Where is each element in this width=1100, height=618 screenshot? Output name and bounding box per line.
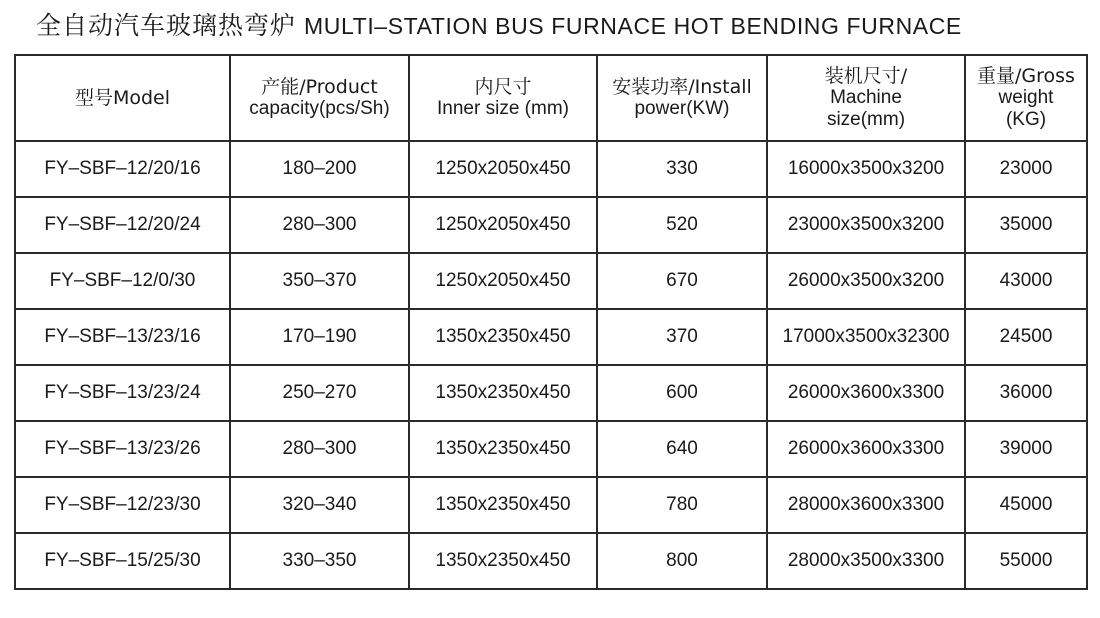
cell-model: FY–SBF–13/23/16 <box>15 309 230 365</box>
cell-machine-size: 26000x3600x3300 <box>767 365 965 421</box>
cell-model: FY–SBF–12/23/30 <box>15 477 230 533</box>
cell-inner-size: 1350x2350x450 <box>409 421 597 477</box>
cell-gross-weight: 23000 <box>965 141 1087 197</box>
cell-machine-size: 28000x3600x3300 <box>767 477 965 533</box>
cell-machine-size: 28000x3500x3300 <box>767 533 965 589</box>
cell-model: FY–SBF–13/23/26 <box>15 421 230 477</box>
header-line: 装机尺寸/ <box>824 65 908 87</box>
cell-model: FY–SBF–13/23/24 <box>15 365 230 421</box>
header-line: capacity(pcs/Sh) <box>249 98 390 119</box>
cell-machine-size: 17000x3500x32300 <box>767 309 965 365</box>
cell-capacity: 180–200 <box>230 141 409 197</box>
spec-table <box>14 54 1088 590</box>
cell-capacity: 250–270 <box>230 365 409 421</box>
header-line: 重量/Gross <box>977 65 1075 87</box>
table-row <box>15 477 1087 533</box>
cell-gross-weight: 43000 <box>965 253 1087 309</box>
header-line: size(mm) <box>826 109 906 130</box>
cell-capacity: 280–300 <box>230 421 409 477</box>
header-line: 安装功率/Install <box>612 76 752 98</box>
header-line: power(KW) <box>634 98 730 119</box>
header-install-power <box>597 55 767 141</box>
table-row <box>15 365 1087 421</box>
cell-capacity: 320–340 <box>230 477 409 533</box>
header-gross-weight <box>965 55 1087 141</box>
cell-capacity: 350–370 <box>230 253 409 309</box>
cell-inner-size: 1350x2350x450 <box>409 365 597 421</box>
table-row <box>15 533 1087 589</box>
cell-model: FY–SBF–12/20/16 <box>15 141 230 197</box>
cell-model: FY–SBF–15/25/30 <box>15 533 230 589</box>
cell-inner-size: 1350x2350x450 <box>409 533 597 589</box>
page-title <box>36 8 962 44</box>
table-row <box>15 421 1087 477</box>
cell-gross-weight: 36000 <box>965 365 1087 421</box>
table-row <box>15 141 1087 197</box>
header-row <box>15 55 1087 141</box>
header-capacity <box>230 55 409 141</box>
header-line: 内尺寸 <box>474 76 532 98</box>
cell-inner-size: 1250x2050x450 <box>409 253 597 309</box>
cell-install-power: 640 <box>597 421 767 477</box>
cell-gross-weight: 39000 <box>965 421 1087 477</box>
cell-install-power: 330 <box>597 141 767 197</box>
cell-capacity: 330–350 <box>230 533 409 589</box>
cell-gross-weight: 45000 <box>965 477 1087 533</box>
header-line: weight <box>998 87 1054 108</box>
table-row <box>15 197 1087 253</box>
table-row <box>15 253 1087 309</box>
cell-install-power: 670 <box>597 253 767 309</box>
cell-machine-size: 23000x3500x3200 <box>767 197 965 253</box>
cell-capacity: 280–300 <box>230 197 409 253</box>
cell-install-power: 370 <box>597 309 767 365</box>
header-machine-size <box>767 55 965 141</box>
cell-gross-weight: 35000 <box>965 197 1087 253</box>
header-line: Inner size (mm) <box>437 98 569 119</box>
cell-gross-weight: 55000 <box>965 533 1087 589</box>
cell-inner-size: 1350x2350x450 <box>409 309 597 365</box>
header-line: 产能/Product <box>261 76 378 98</box>
cell-install-power: 600 <box>597 365 767 421</box>
header-line: Machine <box>830 87 902 108</box>
header-inner-size <box>409 55 597 141</box>
cell-machine-size: 26000x3600x3300 <box>767 421 965 477</box>
table-row <box>15 309 1087 365</box>
cell-install-power: 780 <box>597 477 767 533</box>
title-english: MULTI–STATION BUS FURNACE HOT BENDING FURNACE <box>304 13 962 39</box>
cell-model: FY–SBF–12/20/24 <box>15 197 230 253</box>
header-line: 型号Model <box>74 87 171 109</box>
cell-inner-size: 1350x2350x450 <box>409 477 597 533</box>
cell-capacity: 170–190 <box>230 309 409 365</box>
cell-install-power: 520 <box>597 197 767 253</box>
cell-gross-weight: 24500 <box>965 309 1087 365</box>
cell-inner-size: 1250x2050x450 <box>409 141 597 197</box>
title-chinese: 全自动汽车玻璃热弯炉 <box>36 11 297 40</box>
cell-model: FY–SBF–12/0/30 <box>15 253 230 309</box>
header-model <box>15 55 230 141</box>
cell-inner-size: 1250x2050x450 <box>409 197 597 253</box>
header-line: (KG) <box>1005 109 1047 130</box>
cell-install-power: 800 <box>597 533 767 589</box>
cell-machine-size: 26000x3500x3200 <box>767 253 965 309</box>
cell-machine-size: 16000x3500x3200 <box>767 141 965 197</box>
